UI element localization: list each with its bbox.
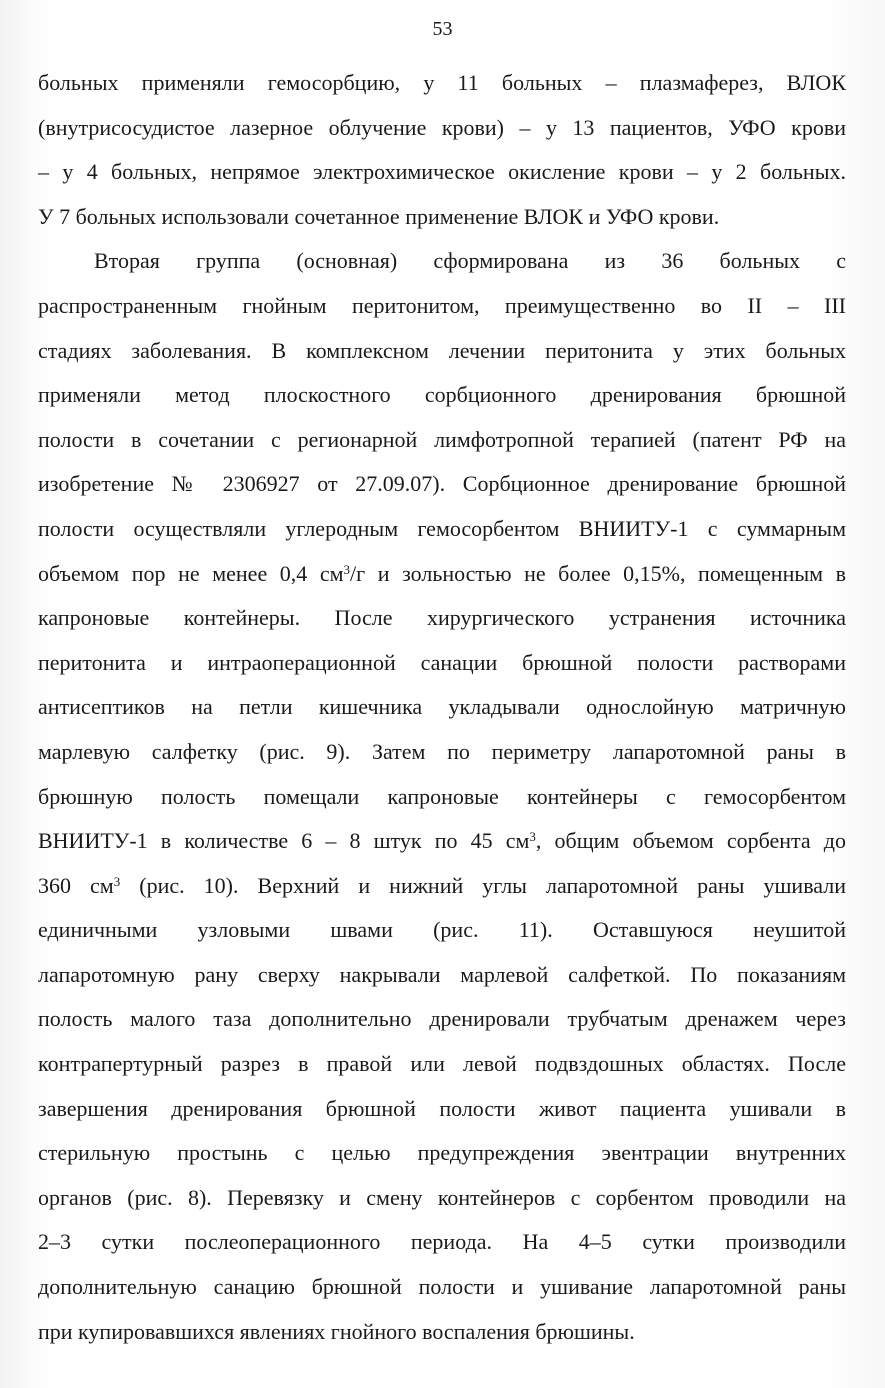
text-fragment: объемом пор не менее 0,4 см xyxy=(38,560,344,586)
text-line: марлевую салфетку (рис. 9). Затем по периметру лапаротомной раны в xyxy=(38,738,846,764)
paragraph-last-line: при купировавшихся явлениях гнойного воспаления брюшины. xyxy=(38,1318,635,1344)
text-line: единичными узловыми швами (рис. 11). Оставшуюся неушитой xyxy=(38,917,846,943)
text-line: перитонита и интраоперационной санации брюшной полости растворами xyxy=(38,649,846,675)
text-line: полость малого таза дополнительно дренировали трубчатым дренажем через xyxy=(38,1006,846,1032)
text-fragment: /г и зольностью не более 0,15%, помещенным в xyxy=(350,560,846,586)
text-fragment: ВНИИТУ-1 в количестве 6 – 8 штук по 45 см xyxy=(38,828,530,854)
text-line: стерильную простынь с целью предупреждения эвентрации внутренних xyxy=(38,1140,846,1166)
text-line: брюшную полость помещали капроновые контейнеры с гемосорбентом xyxy=(38,783,846,809)
text-line: органов (рис. 8). Перевязку и смену контейнеров с сорбентом проводили на xyxy=(38,1184,846,1210)
text-line: 2–3 сутки послеоперационного периода. На 4–5 сутки производили xyxy=(38,1229,846,1255)
paragraph-last-line: У 7 больных использовали сочетанное применение ВЛОК и УФО крови. xyxy=(38,203,720,229)
text-line: антисептиков на петли кишечника укладывали однослойную матричную xyxy=(38,694,846,720)
page-number: 53 xyxy=(432,18,453,40)
text-line-with-superscript xyxy=(38,819,846,864)
text-line: полости осуществляли углеродным гемосорбентом ВНИИТУ-1 с суммарным xyxy=(38,515,846,541)
text-line: изобретение № 2306927 от 27.09.07). Сорбционное дренирование брюшной xyxy=(38,471,846,497)
body-text xyxy=(38,61,846,1354)
text-line-with-superscript xyxy=(38,552,846,597)
paragraph-first-line: Вторая группа (основная) сформирована из 36 больных с xyxy=(94,248,846,274)
text-line: дополнительную санацию брюшной полости и ушивание лапаротомной раны xyxy=(38,1274,846,1300)
text-line-with-superscript xyxy=(38,864,846,909)
text-line: (внутрисосудистое лазерное облучение крови) – у 13 пациентов, УФО крови xyxy=(38,114,846,140)
text-line: применяли метод плоскостного сорбционного дренирования брюшной xyxy=(38,382,846,408)
text-line: распространенным гнойным перитонитом, преимущественно во II – III xyxy=(38,292,846,318)
text-line: полости в сочетании с регионарной лимфотропной терапией (патент РФ на xyxy=(38,426,846,452)
text-line: контрапертурный разрез в правой или левой подвздошных областях. После xyxy=(38,1051,846,1077)
text-fragment: (рис. 10). Верхний и нижний углы лапаротомной раны ушивали xyxy=(120,872,847,898)
text-line: лапаротомную рану сверху накрывали марлевой салфеткой. По показаниям xyxy=(38,961,846,987)
text-line: – у 4 больных, непрямое электрохимическое окисление крови – у 2 больных. xyxy=(38,159,846,185)
text-line: стадиях заболевания. В комплексном лечении перитонита у этих больных xyxy=(38,337,846,363)
text-fragment: 360 см xyxy=(38,872,114,898)
superscript: 3 xyxy=(343,561,351,577)
text-line: больных применяли гемосорбцию, у 11 больных – плазмаферез, ВЛОК xyxy=(38,70,846,95)
text-line: капроновые контейнеры. После хирургического устранения источника xyxy=(38,605,846,631)
superscript: 3 xyxy=(529,828,536,844)
text-line: завершения дренирования брюшной полости живот пациента ушивали в xyxy=(38,1095,846,1121)
superscript: 3 xyxy=(113,873,121,889)
text-fragment: , общим объемом сорбента до xyxy=(535,828,846,854)
